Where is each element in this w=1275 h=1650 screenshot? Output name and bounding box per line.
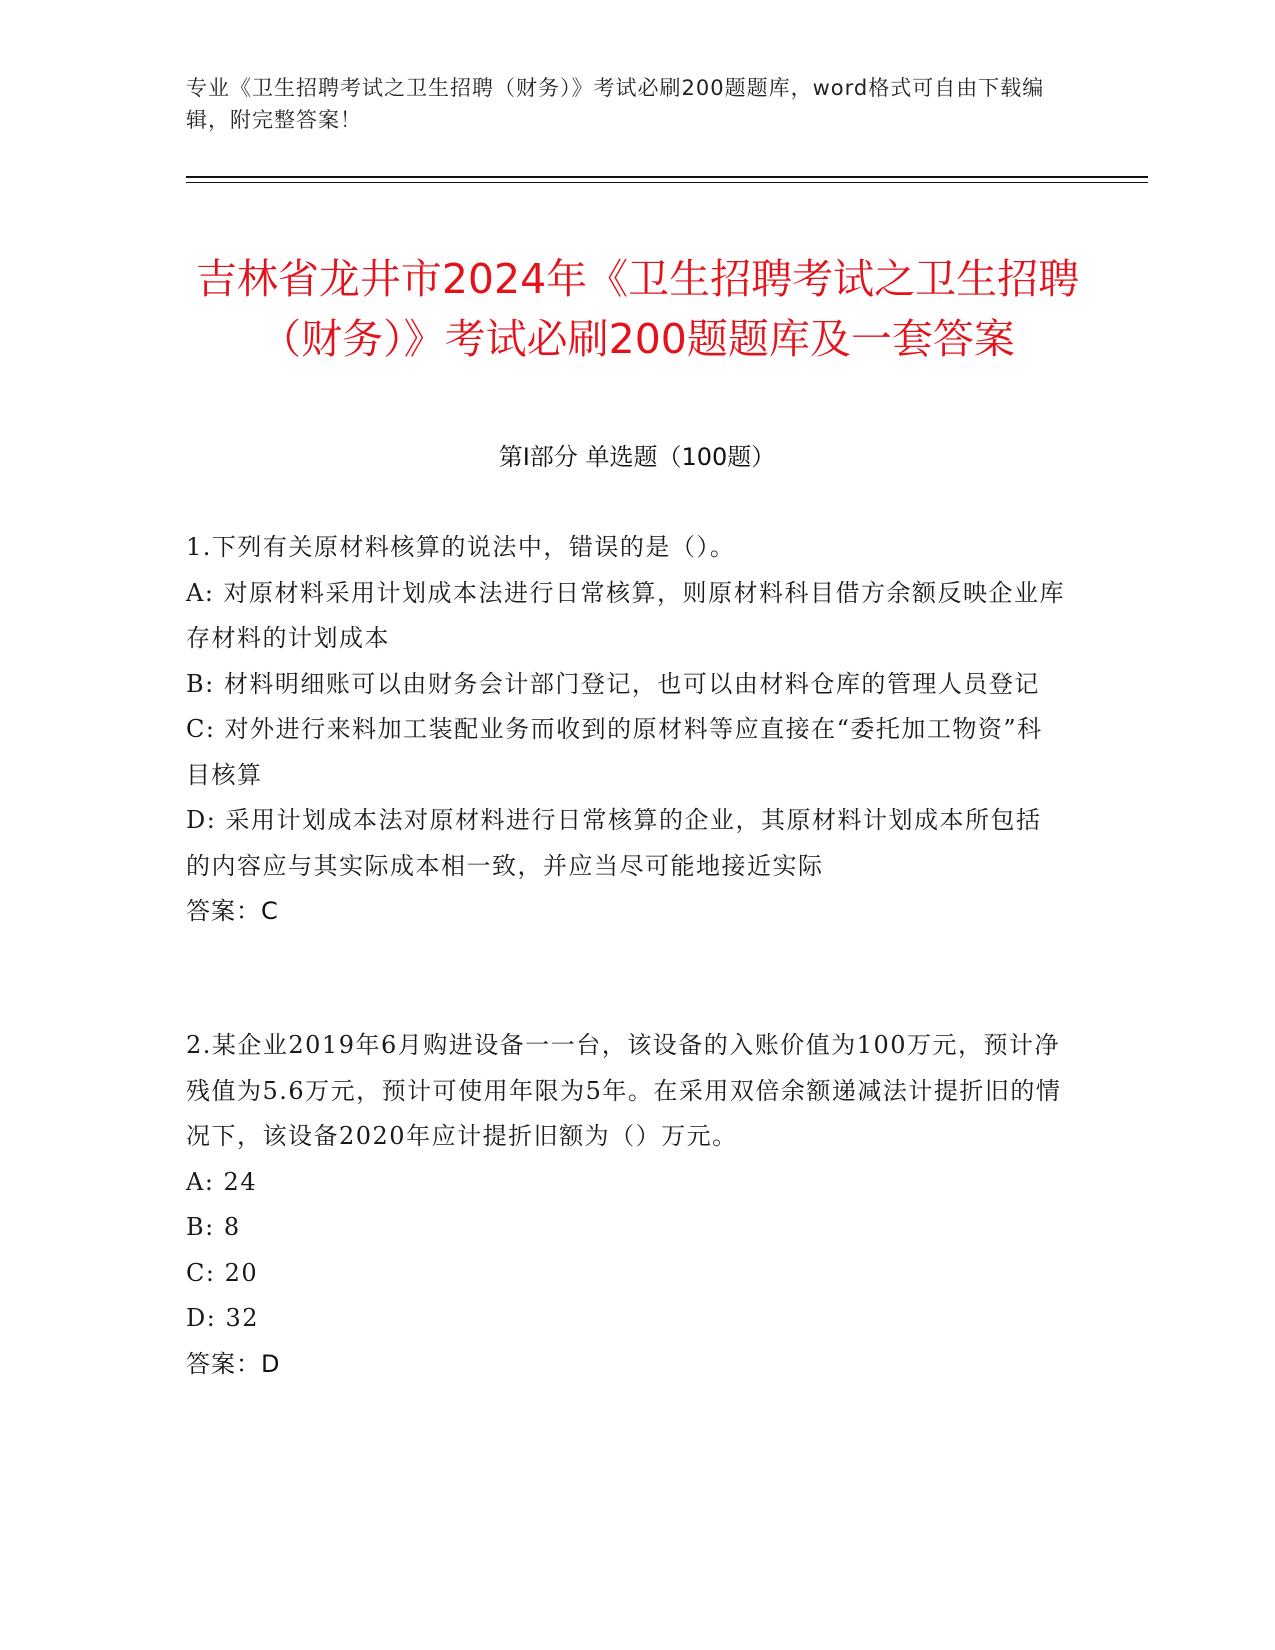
header-note: 专业《卫生招聘考试之卫生招聘（财务）》考试必刷200题题库，word格式可自由下载编辑，附完整答案！ [186, 76, 1045, 132]
section-title: 第Ⅰ部分 单选题（100题） [498, 443, 776, 471]
question-2-answer: 答案：D [186, 1349, 281, 1378]
question-2-option-d: D: 32 [186, 1304, 259, 1332]
question-2-stem: 2.某企业2019年6月购进设备一一台，该设备的入账价值为100万元，预计净残值为5.6万元，预计可使用年限为5年。在采用双倍余额递减法计提折旧的情况下，该设备2020年应计提折旧额为（）万元。 [186, 1031, 1062, 1150]
question-2-option-b: B: 8 [186, 1213, 241, 1241]
question-1-option-b: B: 材料明细账可以由财务会计部门登记，也可以由材料仓库的管理人员登记 [186, 669, 1040, 698]
header-rule-thick [186, 176, 1148, 178]
header-rule-thin [186, 182, 1148, 183]
question-1-answer: 答案：C [186, 897, 279, 925]
question-1-option-d: D: 采用计划成本法对原材料进行日常核算的企业，其原材料计划成本所包括的内容应与其实际成本相一致，并应当尽可能地接近实际 [186, 806, 1042, 880]
question-1-stem: 1.下列有关原材料核算的说法中，错误的是（）。 [186, 533, 736, 561]
question-2-option-a: A: 24 [186, 1167, 258, 1196]
question-2 [186, 1023, 1066, 1387]
question-1-option-a: A: 对原材料采用计划成本法进行日常核算，则原材料科目借方余额反映企业库存材料的计划成本 [186, 578, 1066, 652]
document-title: 吉林省龙井市2024年《卫生招聘考试之卫生招聘（财务）》考试必刷200题题库及一套答案 [195, 255, 1080, 364]
question-1 [186, 525, 1066, 935]
question-2-option-c: C: 20 [186, 1258, 259, 1287]
question-1-option-c: C: 对外进行来料加工装配业务而收到的原材料等应直接在“委托加工物资”科目核算 [186, 715, 1043, 789]
